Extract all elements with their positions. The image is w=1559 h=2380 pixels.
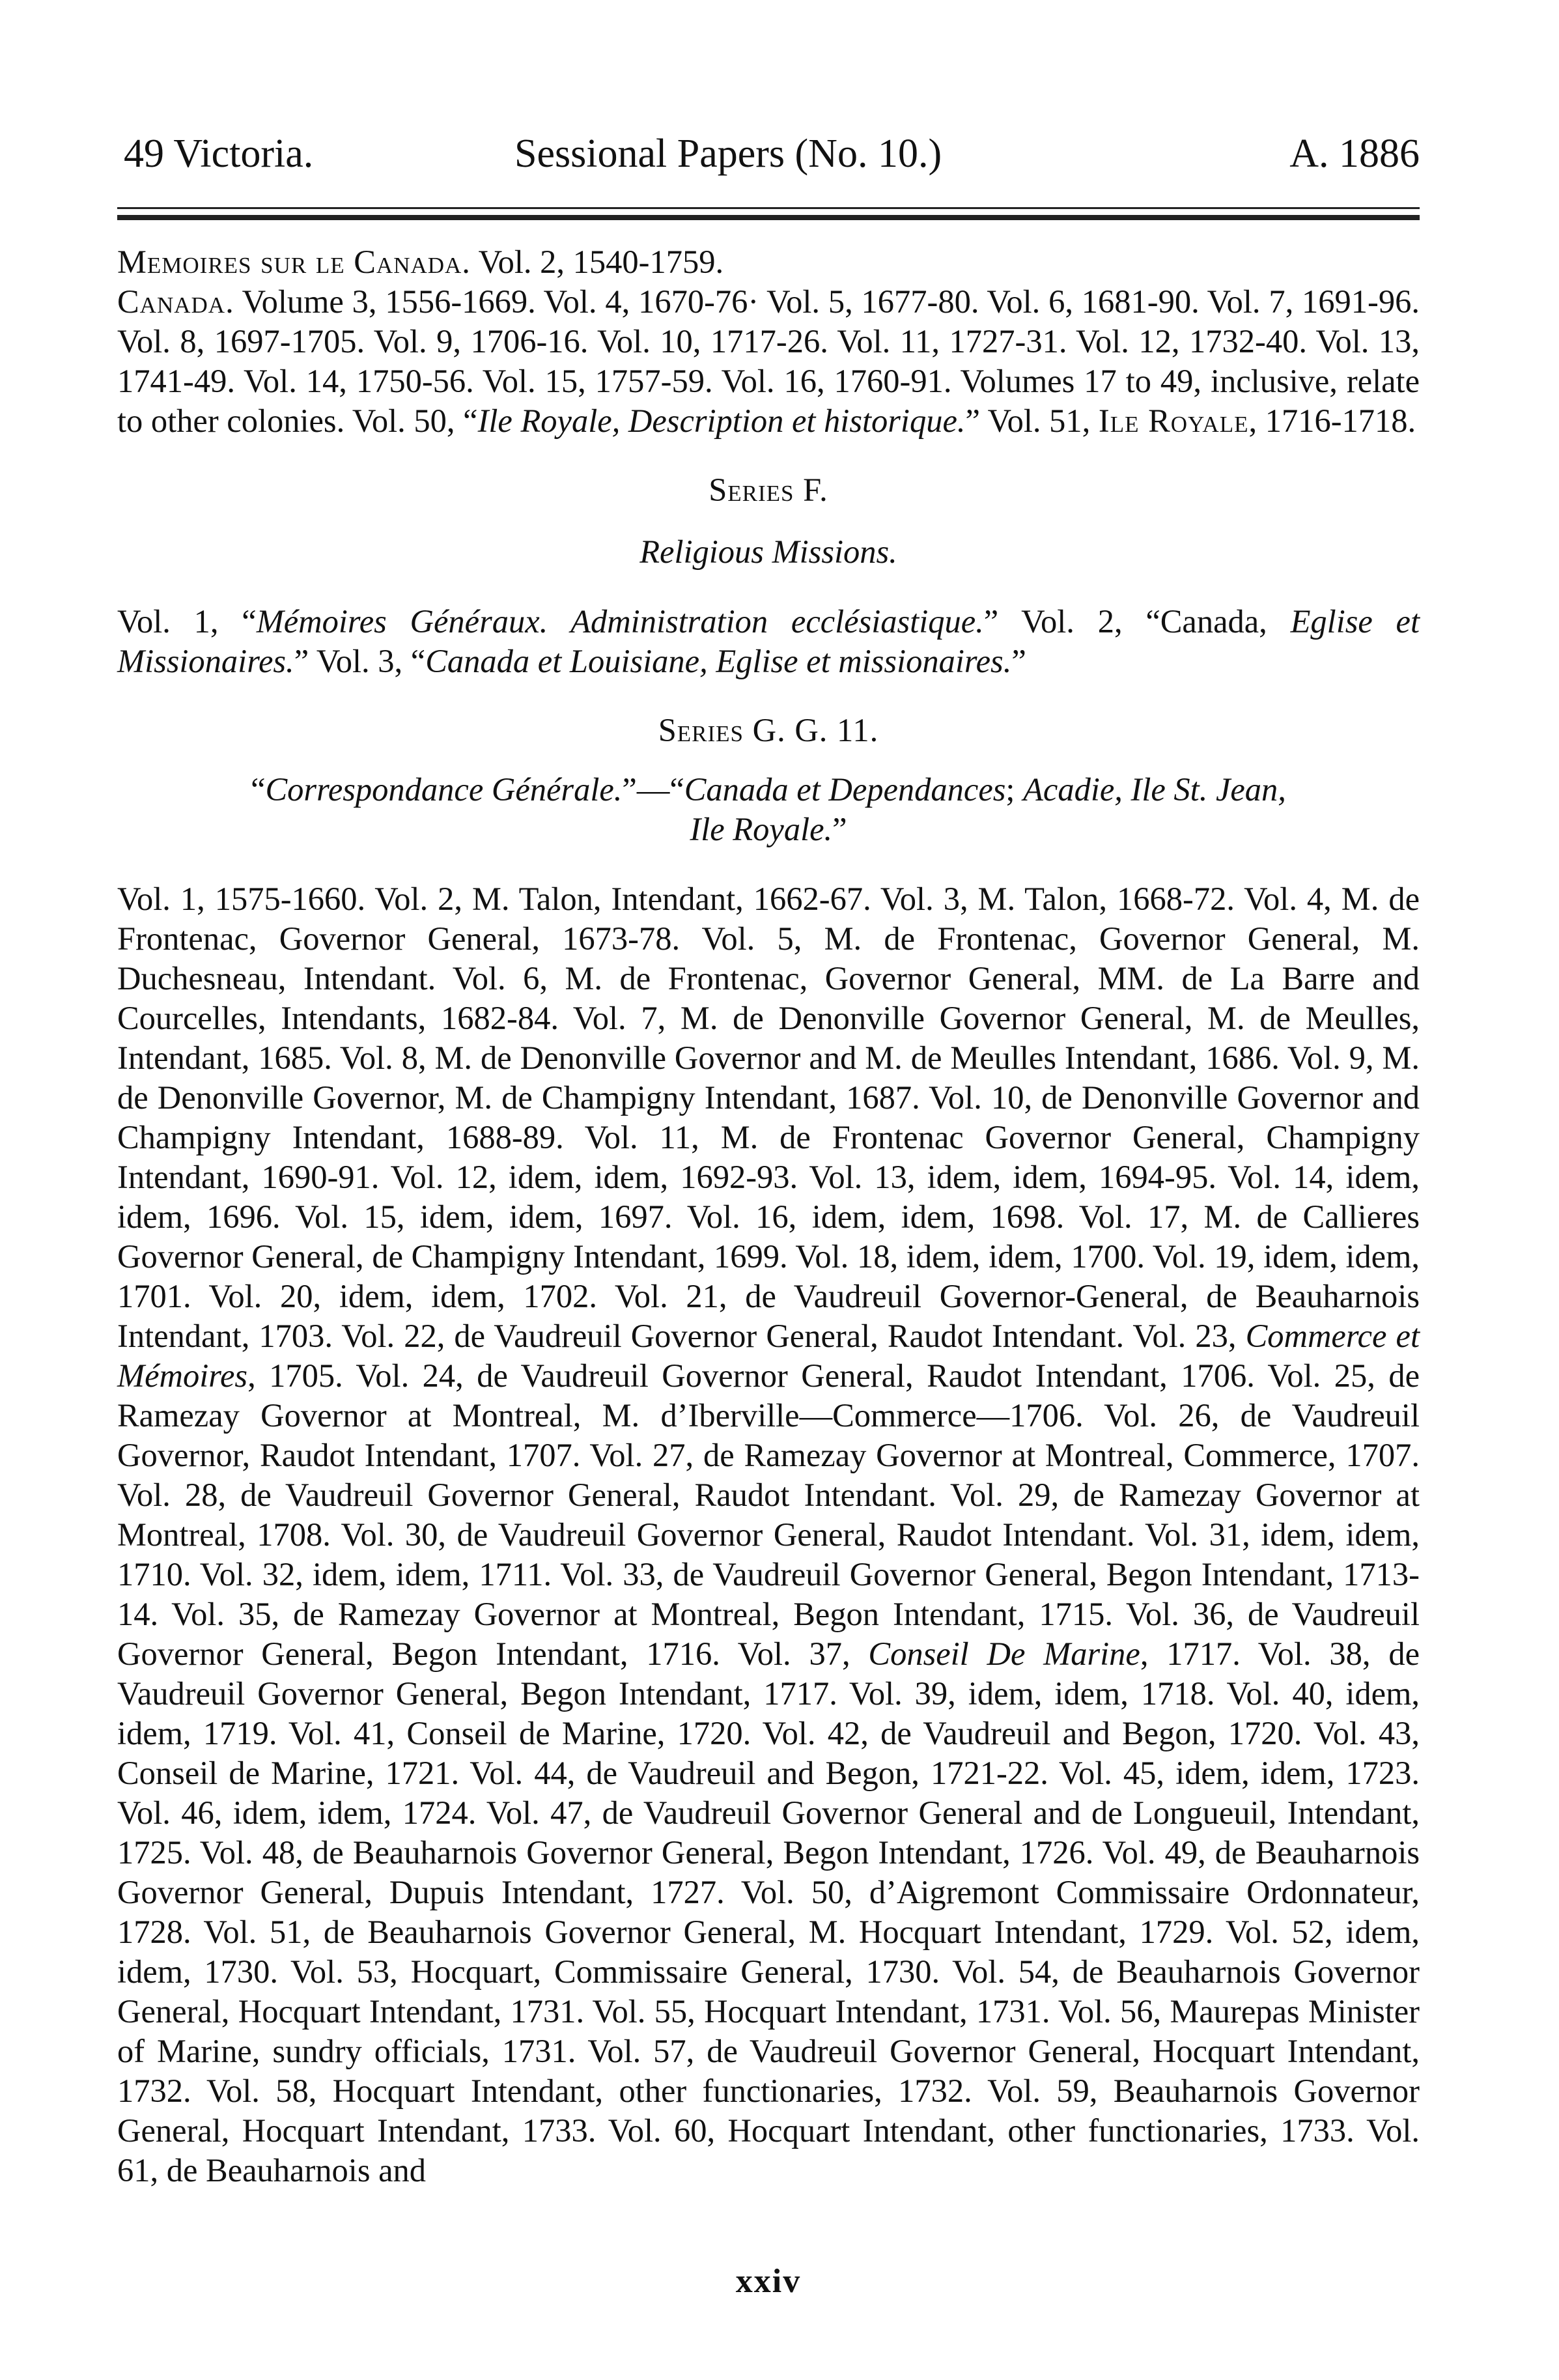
memoires-title: Memoires sur le Canada.: [117, 244, 471, 280]
canada-smallcaps: Ile Royale: [1098, 403, 1249, 439]
body-text: [117, 242, 1420, 2190]
series-g-quote-1: “: [251, 771, 266, 808]
series-g-italic-3: Acadie, Ile St. Jean, Ile Royale.: [690, 771, 1286, 847]
volumes-italic-1: Commerce et Mémoires: [117, 1318, 1420, 1394]
series-g-heading: Series G. G. 11.: [658, 712, 879, 748]
series-f-italic-3: Canada et Louisiane, Eglise et missionaires.: [425, 643, 1012, 679]
series-f-text-2: ” Vol. 2, “Canada,: [983, 603, 1291, 640]
series-f-text-1: Vol. 1, “: [117, 603, 257, 640]
volumes-text-2: , 1705. Vol. 24, de Vaudreuil Governor General, Raudot Intendant, 1706. Vol. 25, de Ramezay Governor at Montreal, M. d’Iberville—Commerce—1706. Vol. 26, de Vaudreuil Governor, Raudot Intendant, 1707. Vol. 27, de Ramezay Governor at Montreal, Commerce, 1707. Vol. 28, de Vaudreuil Governor General, Raudot Intendant. Vol. 29, de Ramezay Governor at Montreal, 1708. Vol. 30, de Vaudreuil Governor General, Raudot Intendant. Vol. 31, idem, idem, 1710. Vol. 32, idem, idem, 1711. Vol. 33, de Vaudreuil Governor General, Begon Intendant, 1713-14. Vol. 35, de Ramezay Governor at Montreal, Begon Intendant, 1715. Vol. 36, de Vaudreuil Governor General, Begon Intendant, 1716. Vol. 37,: [117, 1357, 1420, 1672]
series-f-paragraph: [117, 602, 1420, 681]
volumes-italic-2: Conseil De Marine: [868, 1636, 1140, 1672]
series-g-italic-1: Correspondance Générale.: [265, 771, 623, 808]
series-g-quote-4: ”: [832, 811, 847, 847]
series-f-heading: Series F.: [709, 472, 828, 508]
series-g-quote-2: ”—“: [622, 771, 684, 808]
series-f-subtitle: Religious Missions.: [639, 533, 897, 570]
series-f-italic-2: Eglise et Missionaires.: [117, 603, 1420, 679]
canada-title: Canada.: [117, 283, 234, 320]
series-f-text-3: ” Vol. 3, “: [294, 643, 426, 679]
header-session: 49 Victoria.: [124, 132, 314, 176]
header-rule-thick: [117, 215, 1420, 220]
page-folio: xxiv: [735, 2263, 802, 2300]
canada-paragraph: [117, 282, 1420, 441]
canada-text-b: ” Vol. 51,: [965, 403, 1099, 439]
volumes-paragraph: [117, 879, 1420, 2190]
volumes-text-3: , 1717. Vol. 38, de Vaudreuil Governor General, Begon Intendant, 1717. Vol. 39, idem, idem, 1718. Vol. 40, idem, idem, 1719. Vol. 41, Conseil de Marine, 1720. Vol. 42, de Vaudreuil and Begon, 1720. Vol. 43, Conseil de Marine, 1721. Vol. 44, de Vaudreuil and Begon, 1721-22. Vol. 45, idem, idem, 1723. Vol. 46, idem, idem, 1724. Vol. 47, de Vaudreuil Governor General and de Longueuil, Intendant, 1725. Vol. 48, de Beauharnois Governor General, Begon Intendant, 1726. Vol. 49, de Beauharnois Governor General, Dupuis Intendant, 1727. Vol. 50, d’Aigremont Commissaire Ordonnateur, 1728. Vol. 51, de Beauharnois Governor General, M. Hocquart Intendant, 1729. Vol. 52, idem, idem, 1730. Vol. 53, Hocquart, Commissaire General, 1730. Vol. 54, de Beauharnois Governor General, Hocquart Intendant, 1731. Vol. 55, Hocquart Intendant, 1731. Vol. 56, Maurepas Minister of Marine, sundry officials, 1731. Vol. 57, de Vaudreuil Governor General, Hocquart Intendant, 1732. Vol. 58, Hocquart Intendant, other functionaries, 1732. Vol. 59, Beauharnois Governor General, Hocquart Intendant, 1733. Vol. 60, Hocquart Intendant, other functionaries, 1733. Vol. 61, de Beauharnois and: [117, 1636, 1420, 2189]
memoires-text: Vol. 2, 1540-1759.: [470, 244, 724, 280]
canada-text-a: Volume 3, 1556-1669. Vol. 4, 1670-76· Vol. 5, 1677-80. Vol. 6, 1681-90. Vol. 7, 1691-96. Vol. 8, 1697-1705. Vol. 9, 1706-16. Vol. 10, 1717-26. Vol. 11, 1727-31. Vol. 12, 1732-40. Vol. 13, 1741-49. Vol. 14, 1750-56. Vol. 15, 1757-59. Vol. 16, 1760-91. Volumes 17 to 49, inclusive, relate to other colonies. Vol. 50, “: [117, 283, 1420, 439]
header-rule-thin: [117, 207, 1420, 209]
series-f-text-4: ”: [1011, 643, 1026, 679]
series-g-quote-3: ;: [1005, 771, 1024, 808]
series-g-subtitle: [117, 770, 1420, 849]
running-header: [117, 128, 1420, 180]
series-f-italic-1: Mémoires Généraux. Administration ecclésiastique.: [256, 603, 984, 640]
canada-text-c: , 1716-1718.: [1248, 403, 1416, 439]
memoires-paragraph: [117, 242, 1420, 282]
series-g-italic-2: Canada et Dependances: [684, 771, 1006, 808]
canada-italic: Ile Royale, Description et historique.: [477, 403, 966, 439]
header-year: A. 1886: [1289, 132, 1420, 176]
header-title: Sessional Papers (No. 10.): [514, 132, 942, 176]
volumes-text-1: Vol. 1, 1575-1660. Vol. 2, M. Talon, Intendant, 1662-67. Vol. 3, M. Talon, 1668-72. Vol. 4, M. de Frontenac, Governor General, 1673-78. Vol. 5, M. de Frontenac, Governor General, M. Duchesneau, Intendant. Vol. 6, M. de Frontenac, Governor General, MM. de La Barre and Courcelles, Intendants, 1682-84. Vol. 7, M. de Denonville Governor General, M. de Meulles, Intendant, 1685. Vol. 8, M. de Denonville Governor and M. de Meulles Intendant, 1686. Vol. 9, M. de Denonville Governor, M. de Champigny Intendant, 1687. Vol. 10, de Denonville Governor and Champigny Intendant, 1688-89. Vol. 11, M. de Frontenac Governor General, Champigny Intendant, 1690-91. Vol. 12, idem, idem, 1692-93. Vol. 13, idem, idem, 1694-95. Vol. 14, idem, idem, 1696. Vol. 15, idem, idem, 1697. Vol. 16, idem, idem, 1698. Vol. 17, M. de Callieres Governor General, de Champigny Intendant, 1699. Vol. 18, idem, idem, 1700. Vol. 19, idem, idem, 1701. Vol. 20, idem, idem, 1702. Vol. 21, de Vaudreuil Governor-General, de Beauharnois Intendant, 1703. Vol. 22, de Vaudreuil Governor General, Raudot Intendant. Vol. 23,: [117, 881, 1420, 1354]
